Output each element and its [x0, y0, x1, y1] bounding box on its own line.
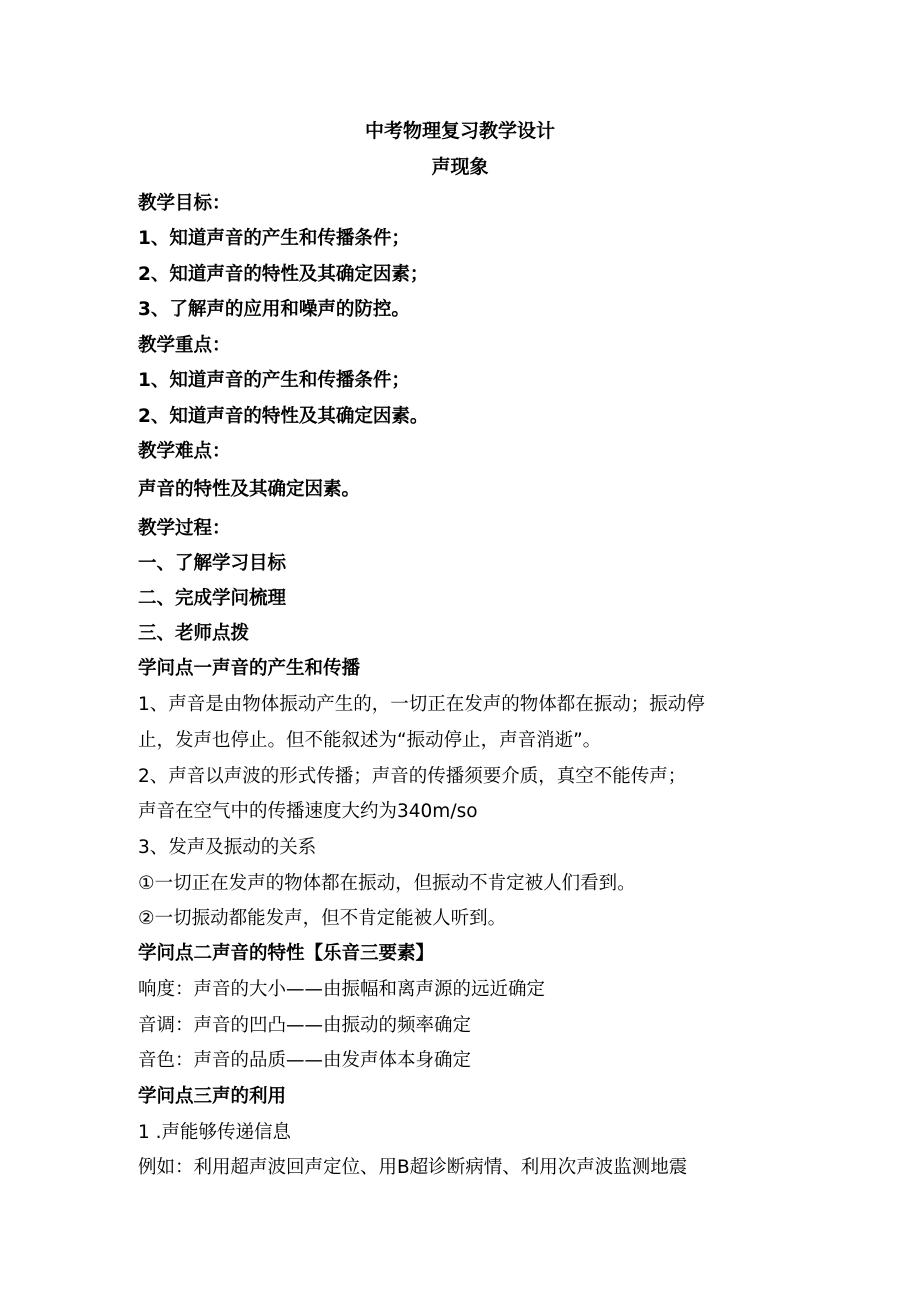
paragraph-line: 1 .声能够传递信息: [138, 1122, 292, 1143]
document-subtitle: 声现象: [431, 156, 489, 178]
process-step: 二、完成学问梳理: [138, 588, 287, 609]
heading-objectives: 教学目标：: [138, 193, 231, 214]
paragraph-line: ②一切振动都能发声，但不肯定能被人听到。: [138, 908, 507, 929]
paragraph-line: 例如：利用超声波回声定位、用B超诊断病情、利用次声波监测地震: [138, 1157, 688, 1178]
difficulty-item: 声音的特性及其确定因素。: [138, 479, 361, 500]
paragraph-line: 2、声音以声波的形式传播；声音的传播须要介质，真空不能传声；: [138, 766, 687, 787]
paragraph-line: ①一切正在发声的物体都在振动，但振动不肯定被人们看到。: [138, 873, 636, 894]
key-point-item: 1、知道声音的产生和传播条件；: [138, 370, 410, 391]
process-step: 三、老师点拨: [138, 623, 250, 644]
objective-item: 1、知道声音的产生和传播条件；: [138, 228, 410, 249]
paragraph-line: 声音在空气中的传播速度大约为340m∕so: [138, 801, 478, 822]
heading-process: 教学过程：: [138, 518, 231, 539]
objective-item: 3、了解声的应用和噪声的防控。: [138, 299, 410, 320]
document-title: 中考物理复习教学设计: [364, 120, 555, 142]
section-heading-3: 学问点三声的利用: [138, 1086, 287, 1107]
paragraph-line: 止，发声也停止。但不能叙述为“振动停止，声音消逝”。: [138, 730, 602, 751]
paragraph-line: 响度：声音的大小——由振幅和离声源的远近确定: [138, 979, 546, 1000]
section-heading-2: 学问点二声音的特性【乐音三要素】: [138, 943, 435, 964]
key-point-item: 2、知道声音的特性及其确定因素。: [138, 406, 429, 427]
section-heading-1: 学问点一声音的产生和传播: [138, 658, 361, 679]
paragraph-line: 音色：声音的品质——由发声体本身确定: [138, 1050, 472, 1071]
paragraph-line: 1、声音是由物体振动产生的，一切正在发声的物体都在振动；振动停: [138, 694, 705, 715]
process-step: 一、了解学习目标: [138, 553, 287, 574]
paragraph-line: 3、发声及振动的关系: [138, 837, 317, 858]
paragraph-line: 音调：声音的凹凸——由振动的频率确定: [138, 1015, 472, 1036]
heading-difficulties: 教学难点：: [138, 441, 231, 462]
heading-key-points: 教学重点：: [138, 335, 231, 356]
objective-item: 2、知道声音的特性及其确定因素；: [138, 264, 429, 285]
